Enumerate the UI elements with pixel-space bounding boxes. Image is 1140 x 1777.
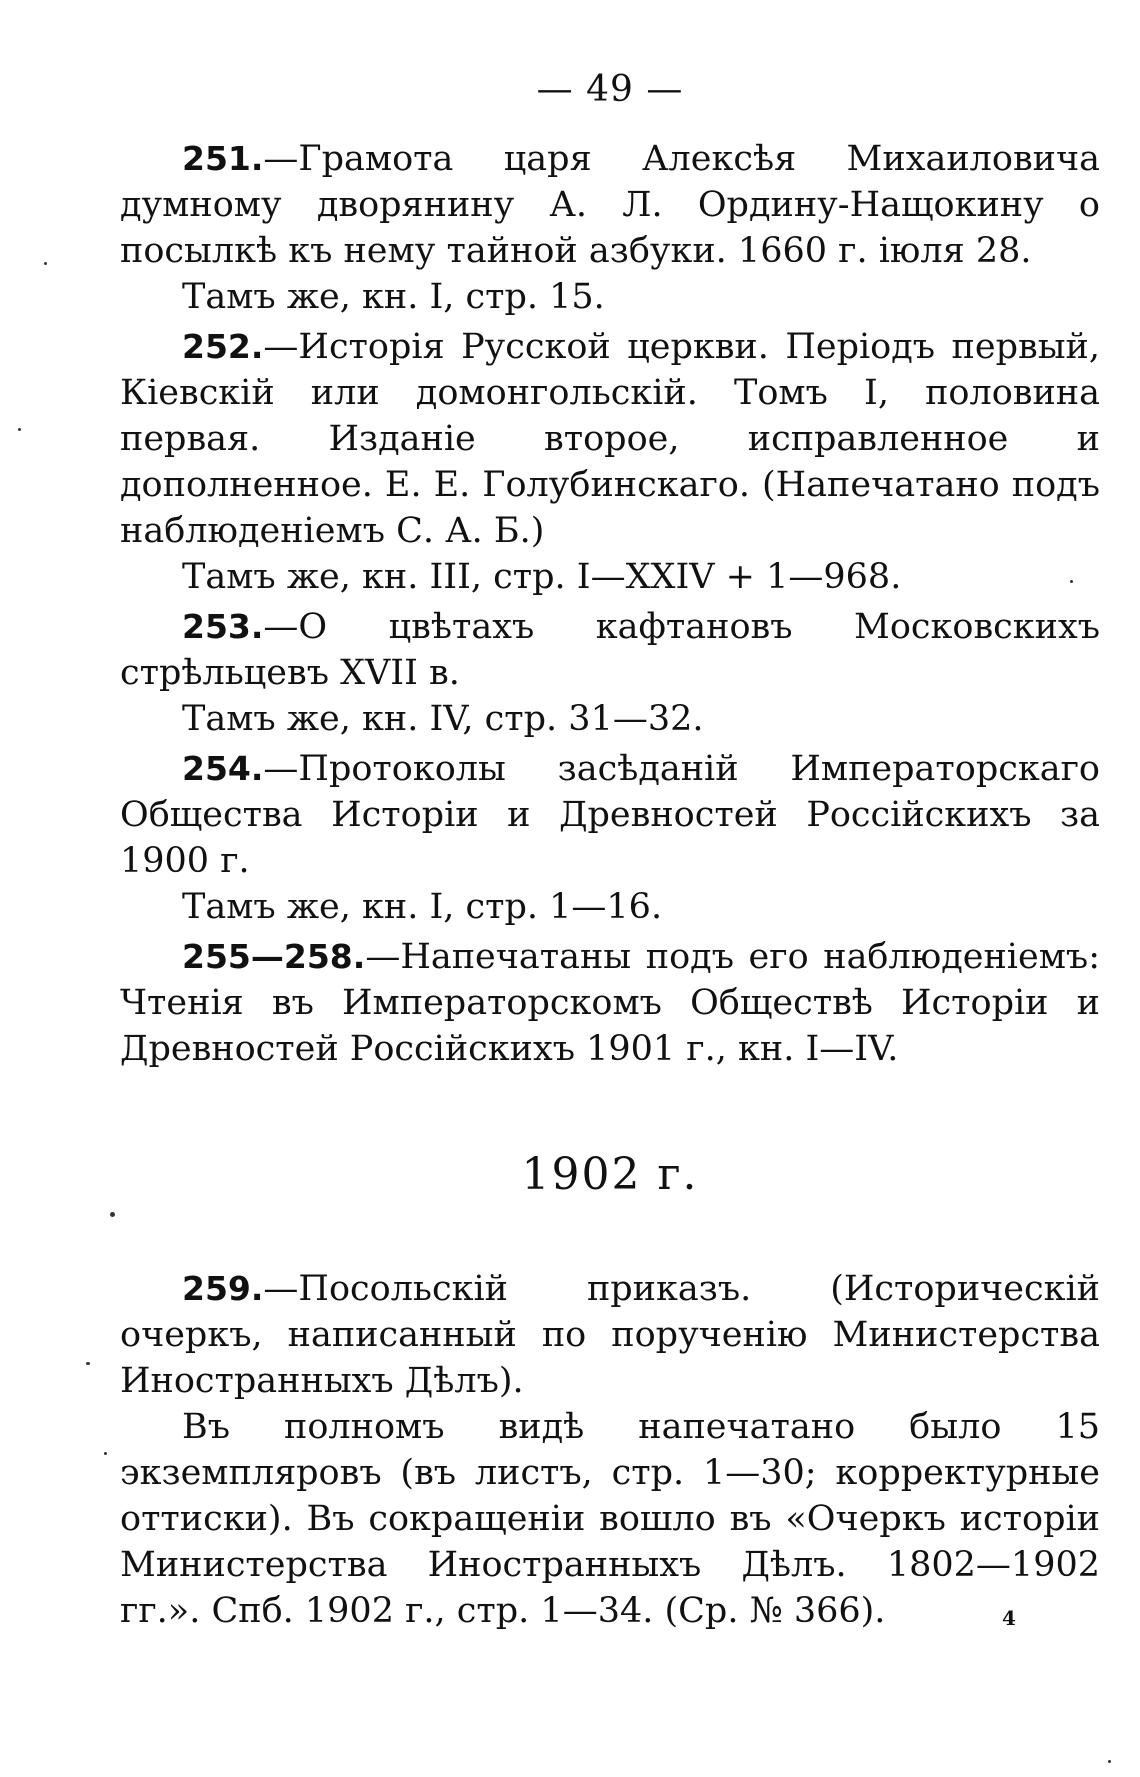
- page-number: — 49 —: [536, 69, 684, 110]
- entry-number: 254.: [182, 749, 264, 788]
- entry-number: 255—258.: [182, 937, 366, 976]
- entry-255-258: [120, 934, 1100, 1072]
- page-body: [120, 70, 1100, 1634]
- entry-number: 253.: [182, 607, 264, 646]
- entry-254: [120, 746, 1100, 884]
- printer-signature-mark: 4: [1002, 1606, 1016, 1630]
- entry-text: —О цвѣтахъ кафтановъ Московскихъ стрѣльцевъ XVII в.: [120, 607, 1100, 693]
- entry-text: —Исторія Русской церкви. Періодъ первый, Кіевскій или домонгольскій. Томъ I, половина первая. Изданіе второе, исправленное и дополненное. Е. Е. Голубинскаго. (Напечатано подъ наблюденіемъ С. А. Б.): [120, 327, 1100, 551]
- scan-speck: [18, 428, 21, 431]
- entry-252: [120, 324, 1100, 554]
- entry-number: 252.: [182, 327, 264, 366]
- entry-text: —Протоколы засѣданій Императорскаго Общества Исторіи и Древностей Россійскихъ за 1900 г.: [120, 749, 1100, 881]
- entry-source: Тамъ же, кн. I, стр. 1—16.: [182, 887, 663, 927]
- entry-253: [120, 604, 1100, 696]
- scan-speck: [86, 1362, 90, 1365]
- scan-speck: [1070, 580, 1073, 583]
- entry-number: 251.: [182, 139, 264, 178]
- year-heading: 1902 г.: [521, 1149, 699, 1200]
- entry-paragraph: Въ полномъ видѣ напечатано было 15 экземпляровъ (въ листъ, стр. 1—30; корректурные оттиски). Въ сокращеніи вошло въ «Очеркъ исторіи Министерства Иностранныхъ Дѣлъ. 1802—1902 гг.». Спб. 1902 г., стр. 1—34. (Ср. № 366).: [120, 1407, 1100, 1631]
- entry-text: —Посольскій приказъ. (Историческій очеркъ, написанный по порученію Министерства Иностранныхъ Дѣлъ).: [120, 1269, 1100, 1401]
- scan-speck: [1108, 1760, 1111, 1763]
- scan-speck: [104, 1452, 107, 1455]
- entry-number: 259.: [182, 1269, 264, 1308]
- entry-259: [120, 1266, 1100, 1404]
- entry-text: —Грамота царя Алексѣя Михаиловича думному дворянину А. Л. Ордину-Нащокину о посылкѣ къ нему тайной азбуки. 1660 г. іюля 28.: [120, 139, 1100, 271]
- entry-source: Тамъ же, кн. I, стр. 15.: [182, 277, 605, 317]
- entry-source: Тамъ же, кн. III, стр. I—XXIV + 1—968.: [182, 557, 902, 597]
- scan-speck: [110, 1212, 115, 1217]
- scan-speck: [44, 262, 47, 265]
- entry-text: —Напечатаны подъ его наблюденіемъ: Чтенія въ Императорскомъ Обществѣ Исторіи и Древностей Россійскихъ 1901 г., кн. I—IV.: [120, 937, 1100, 1069]
- entry-source: Тамъ же, кн. IV, стр. 31—32.: [182, 699, 704, 739]
- entry-251: [120, 136, 1100, 274]
